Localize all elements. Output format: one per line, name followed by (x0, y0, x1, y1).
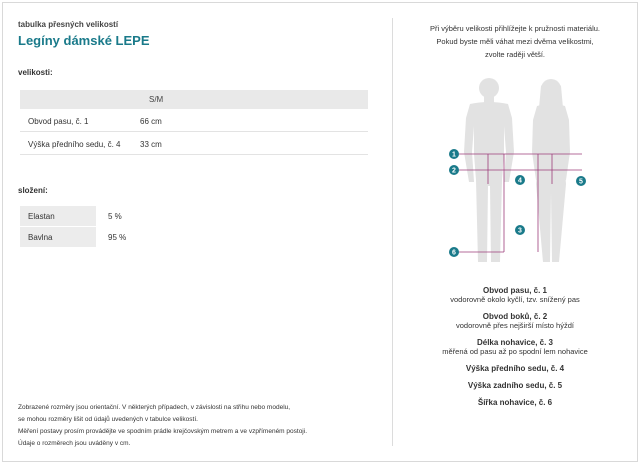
marker-1 (449, 149, 459, 159)
legend-title: Šířka nohavice, č. 6 (477, 398, 553, 407)
measure-value: 66 cm (140, 117, 162, 126)
note-line: Zobrazené rozměry jsou orientační. V některých případech, v závislosti na střihu nebo modelu, (18, 404, 291, 411)
note-line: se mohou rozměry lišit od údajů uvedených v tabulce velikostí. (18, 416, 198, 423)
composition-table (20, 206, 150, 248)
material-percent: 5 % (108, 212, 122, 221)
marker-label: 1 (452, 151, 456, 159)
marker-label: 6 (452, 249, 456, 257)
disclaimer-notes (18, 402, 370, 450)
legend-title: Výška zadního sedu, č. 5 (467, 381, 563, 390)
sizes-label: velikosti: (18, 68, 53, 77)
legend-title: Výška předního sedu, č. 4 (465, 364, 565, 373)
legend-title: Obvod pasu, č. 1 (482, 286, 547, 295)
marker-6 (449, 247, 459, 257)
table-row (20, 132, 368, 155)
note-line: Údaje o rozměrech jsou uváděny v cm. (18, 440, 131, 447)
legend-description: měřená od pasu až po spodní lem nohavice (442, 347, 588, 356)
size-table (20, 90, 368, 155)
marker-label: 5 (579, 178, 583, 186)
chart-subtitle: tabulka přesných velikostí (18, 20, 119, 29)
marker-3 (515, 225, 525, 235)
marker-2 (449, 165, 459, 175)
table-row (20, 109, 368, 132)
column-divider (392, 18, 393, 446)
advice-line: zvolte raději větší. (484, 50, 546, 59)
advice-line: Pokud byste měli váhat mezi dvěma velikostmi, (436, 37, 594, 46)
material-name: Bavlna (20, 227, 96, 247)
marker-label: 3 (518, 227, 522, 235)
measure-value: 33 cm (140, 140, 162, 149)
measure-name: Výška předního sedu, č. 4 (28, 140, 121, 149)
note-line: Měření postavy prosím provádějte ve spodním prádle krejčovským metrem a ve vzpřímeném postoji. (18, 428, 308, 435)
measurement-legend (400, 286, 630, 407)
product-title: Legíny dámské LEPE (18, 33, 150, 48)
legend-description: vodorovně okolo kyčlí, tzv. snížený pas (450, 295, 580, 304)
legend-title: Délka nohavice, č. 3 (476, 338, 554, 347)
size-column-header: S/M (149, 95, 164, 104)
material-percent: 95 % (108, 233, 127, 242)
sizing-advice (400, 22, 630, 61)
advice-line: Při výběru velikosti přihlížejte k pružnosti materiálu. (429, 24, 601, 33)
measure-name: Obvod pasu, č. 1 (28, 117, 89, 126)
marker-5 (576, 176, 586, 186)
marker-label: 2 (452, 167, 456, 175)
legend-title: Obvod boků, č. 2 (482, 312, 548, 321)
marker-label: 4 (518, 177, 522, 185)
size-table-header (20, 90, 368, 109)
body-measurement-diagram (442, 74, 592, 274)
marker-4 (515, 175, 525, 185)
header (18, 20, 370, 48)
table-row (20, 206, 150, 226)
material-name: Elastan (20, 206, 96, 226)
legend-description: vodorovně přes nejširší místo hýždí (456, 321, 574, 330)
table-row (20, 227, 150, 247)
composition-label: složení: (18, 186, 48, 195)
